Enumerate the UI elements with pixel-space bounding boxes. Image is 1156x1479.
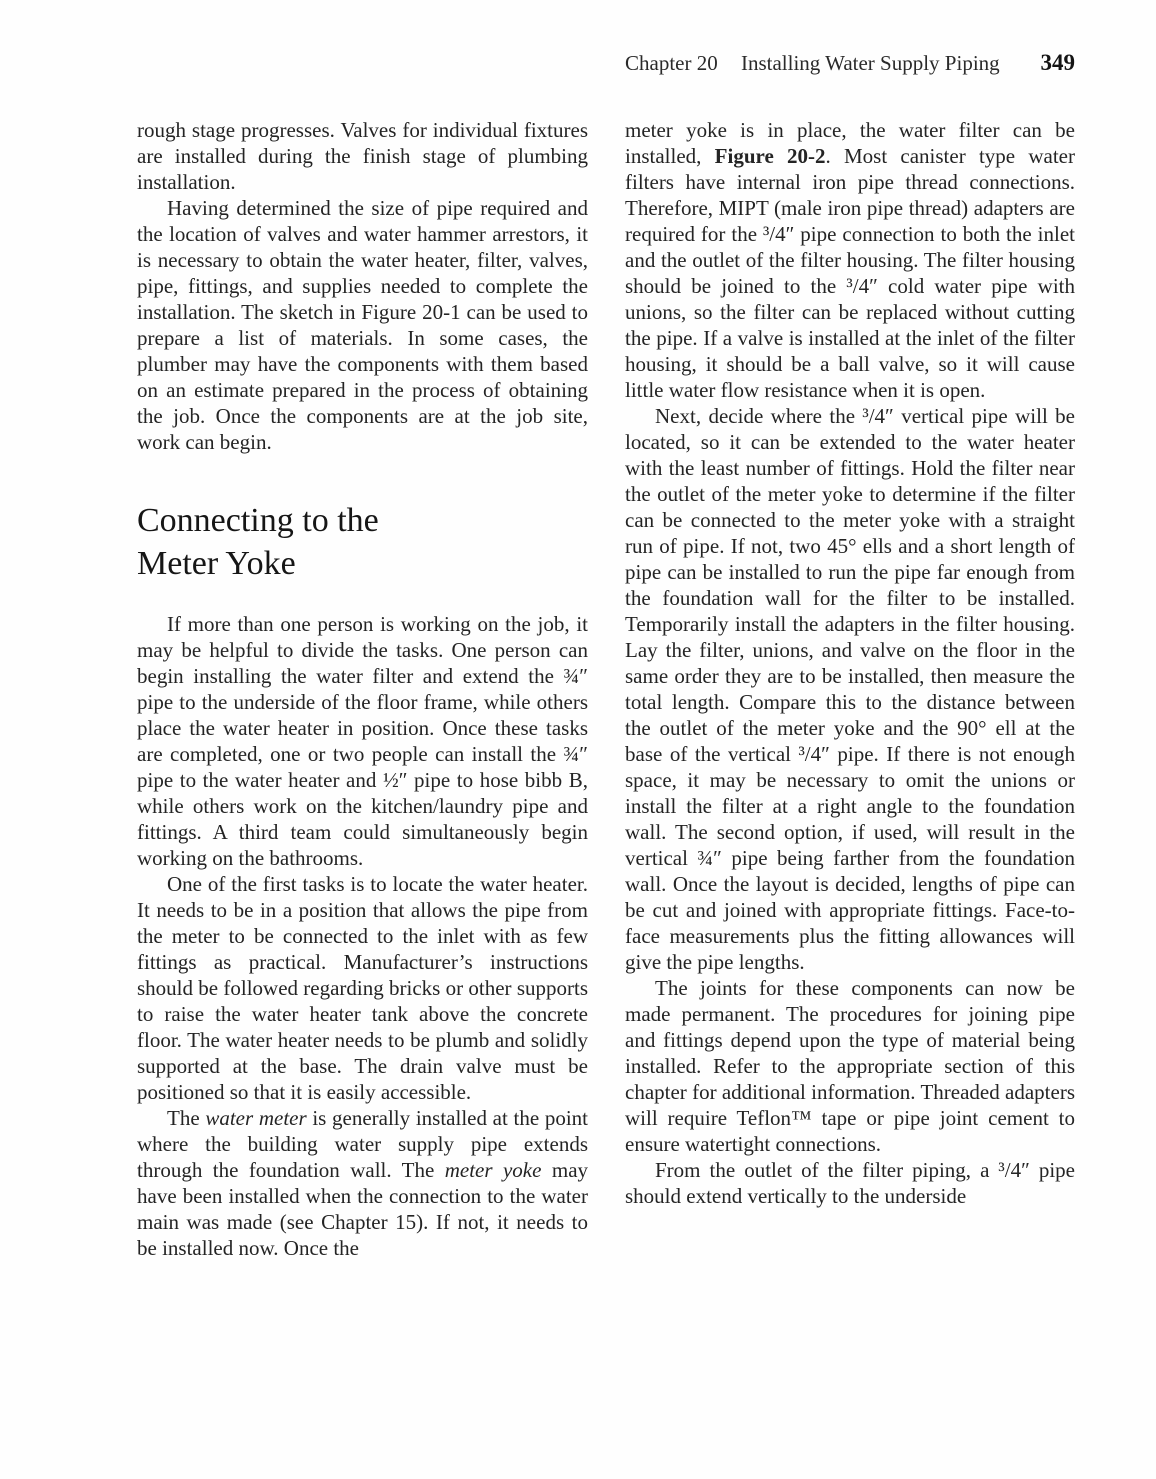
paragraph: rough stage progresses. Valves for individual fixtures are installed during the finish stage of plumbing installation.: [137, 118, 588, 194]
page-number: 349: [1040, 50, 1075, 75]
paragraph: [137, 1105, 588, 1261]
section-heading: [137, 499, 588, 585]
right-column: [625, 117, 1075, 1261]
paragraph: From the outlet of the filter piping, a ³/4″ pipe should extend vertically to the underside: [625, 1158, 1075, 1208]
paragraph: [625, 117, 1075, 403]
chapter-title: Installing Water Supply Piping: [740, 51, 1000, 75]
text-run: is generally installed at the point where the building water supply pipe extends through the foundation wall. The: [137, 1106, 588, 1182]
paragraph: One of the first tasks is to locate the water heater. It needs to be in a position that allows the pipe from the meter to be connected to the inlet with as few fittings as practical. Manufacturer’s instructions should be followed regarding bricks or other supports to raise the water heater tank above the concrete floor. The water heater needs to be plumb and solidly supported at the base. The drain valve must be positioned so that it is easily accessible.: [137, 872, 588, 1104]
chapter-label: Chapter 20: [625, 51, 718, 75]
text-run: may have been installed when the connection to the water main was made (see Chapter 15). If not, it needs to be installed now. Once the: [137, 1158, 589, 1260]
text-run: The: [167, 1106, 206, 1130]
page-body: [137, 117, 1075, 1261]
paragraph: Next, decide where the ³/4″ vertical pipe will be located, so it can be extended to the water heater with the least number of fittings. Hold the filter near the outlet of the meter yoke to determine if the filter can be connected to the meter yoke with a straight run of pipe. If not, two 45° ells and a short length of pipe can be installed to run the pipe far enough from the foundation wall for the filter to be installed. Temporarily install the adapters in the filter housing. Lay the filter, unions, and valve on the floor in the same order they are to be installed, then measure the total length. Compare this to the distance between the outlet of the meter yoke and the 90° ell at the base of the vertical ³/4″ pipe. If there is not enough space, it may be necessary to omit the unions or install the filter at a right angle to the foundation wall. The second option, if used, will result in the vertical ¾″ pipe being farther from the foundation wall. Once the layout is decided, lengths of pipe can be cut and joined with appropriate fittings. Face-to-face measurements plus the fitting allowances will give the pipe lengths.: [625, 404, 1075, 974]
left-column: [137, 117, 588, 1261]
paragraph: Having determined the size of pipe required and the location of valves and water hammer arrestors, it is necessary to obtain the water heater, filter, valves, pipe, fittings, and supplies needed to complete the installation. The sketch in Figure 20-1 can be used to prepare a list of materials. In some cases, the plumber may have the components with them based on an estimate prepared in the process of obtaining the job. Once the components are at the job site, work can begin.: [137, 196, 588, 454]
text-run-italic: water meter: [205, 1106, 307, 1130]
text-run: . Most canister type water filters have internal iron pipe thread connections. Therefore, MIPT (male iron pipe thread) adapters are required for the ³/4″ pipe connection to both the inlet and the outlet of the filter housing. The filter housing should be joined to the ³/4″ cold water pipe with unions, so the filter can be replaced without cutting the pipe. If a valve is installed at the inlet of the filter housing, it should be a ball valve, so it will cause little water flow resistance when it is open.: [625, 144, 1075, 402]
paragraph: If more than one person is working on the job, it may be helpful to divide the tasks. One person can begin installing the water filter and extend the ¾″ pipe to the underside of the floor frame, while others place the water heater in position. Once these tasks are completed, one or two people can install the ¾″ pipe to the water heater and ½″ pipe to hose bibb B, while others work on the kitchen/laundry pipe and fittings. A third team could simultaneously begin working on the bathrooms.: [137, 612, 588, 870]
section-heading-line-2: Meter Yoke: [137, 545, 296, 582]
text-run-italic: meter yoke: [444, 1158, 542, 1182]
running-head: [625, 50, 1000, 76]
section-heading-line-1: Connecting to the: [137, 502, 379, 539]
text-run-bold: Figure 20-2: [714, 144, 826, 168]
paragraph: The joints for these components can now be made permanent. The procedures for joining pipe and fittings depend upon the type of material being installed. Refer to the appropriate section of this chapter for additional information. Threaded adapters will require Teflon™ tape or pipe joint cement to ensure watertight connections.: [625, 976, 1075, 1156]
page-header: [137, 50, 1075, 76]
text-run: meter yoke is in place, the water filter can be installed,: [625, 118, 1075, 168]
